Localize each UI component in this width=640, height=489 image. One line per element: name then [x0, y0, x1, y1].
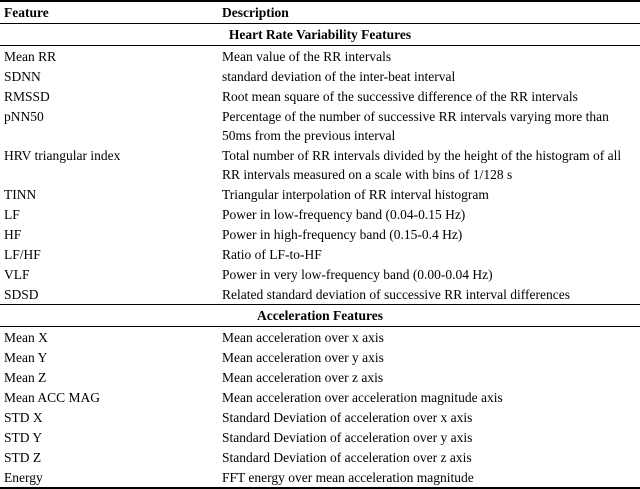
table-row — [0, 447, 640, 467]
feature-cell: STD X — [4, 409, 43, 425]
description-cell: Mean acceleration over y axis — [222, 349, 384, 365]
feature-column-header: Feature — [4, 5, 49, 20]
table-row — [0, 86, 640, 106]
feature-cell: pNN50 — [4, 108, 44, 124]
table-row — [0, 184, 640, 204]
table-row — [0, 367, 640, 387]
description-cell: FFT energy over mean acceleration magnitude — [222, 469, 474, 485]
table-row — [0, 204, 640, 224]
table-row — [0, 407, 640, 427]
description-cell: Root mean square of the successive difference of the RR intervals — [222, 88, 578, 104]
feature-cell: Mean RR — [4, 48, 57, 64]
description-cell: Standard Deviation of acceleration over x axis — [222, 409, 473, 425]
table-row — [0, 264, 640, 284]
description-cell: Triangular interpolation of RR interval histogram — [222, 186, 489, 202]
feature-cell: HF — [4, 226, 22, 242]
description-cell: Power in very low-frequency band (0.00-0.04 Hz) — [222, 266, 493, 282]
table-row — [0, 244, 640, 264]
section-header-acceleration — [0, 305, 640, 327]
table-row — [0, 66, 640, 86]
feature-cell: RMSSD — [4, 88, 50, 104]
feature-cell: LF/HF — [4, 246, 41, 262]
feature-cell: SDSD — [4, 286, 39, 302]
description-cell: Standard Deviation of acceleration over y axis — [222, 429, 473, 445]
table-row — [0, 347, 640, 367]
description-cell: Mean value of the RR intervals — [222, 48, 392, 64]
feature-cell: STD Z — [4, 449, 42, 465]
table-row — [0, 327, 640, 348]
table-row — [0, 427, 640, 447]
table-header-row — [0, 1, 640, 24]
table-row — [0, 106, 640, 145]
description-cell: Ratio of LF-to-HF — [222, 246, 322, 262]
description-cell: Percentage of the number of successive RR intervals varying more than 50ms from the previous interval — [222, 108, 609, 143]
feature-cell: Energy — [4, 469, 43, 485]
feature-cell: SDNN — [4, 68, 41, 84]
feature-cell: Mean ACC MAG — [4, 389, 101, 405]
description-cell: Standard Deviation of acceleration over z axis — [222, 449, 472, 465]
feature-cell: Mean X — [4, 329, 48, 345]
section-title: Heart Rate Variability Features — [0, 24, 640, 46]
feature-cell: HRV triangular index — [4, 147, 121, 163]
table-row — [0, 467, 640, 488]
table-row — [0, 46, 640, 67]
table-row — [0, 224, 640, 244]
table-row — [0, 284, 640, 305]
description-column-header: Description — [222, 5, 289, 20]
table-row — [0, 145, 640, 184]
table-row — [0, 387, 640, 407]
description-cell: Related standard deviation of successive RR interval differences — [222, 286, 571, 302]
description-cell: Total number of RR intervals divided by the height of the histogram of all RR intervals measured on a scale with bins of 1/128 s — [222, 147, 622, 182]
description-cell: Power in high-frequency band (0.15-0.4 Hz) — [222, 226, 463, 242]
section-header-hrv — [0, 24, 640, 46]
feature-cell: Mean Y — [4, 349, 48, 365]
description-cell: standard deviation of the inter-beat interval — [222, 68, 456, 84]
feature-cell: LF — [4, 206, 20, 222]
feature-cell: TINN — [4, 186, 37, 202]
description-cell: Mean acceleration over acceleration magnitude axis — [222, 389, 503, 405]
description-cell: Power in low-frequency band (0.04-0.15 Hz) — [222, 206, 466, 222]
description-cell: Mean acceleration over z axis — [222, 369, 384, 385]
section-title: Acceleration Features — [0, 305, 640, 327]
description-cell: Mean acceleration over x axis — [222, 329, 384, 345]
feature-cell: Mean Z — [4, 369, 47, 385]
feature-cell: VLF — [4, 266, 30, 282]
feature-cell: STD Y — [4, 429, 43, 445]
